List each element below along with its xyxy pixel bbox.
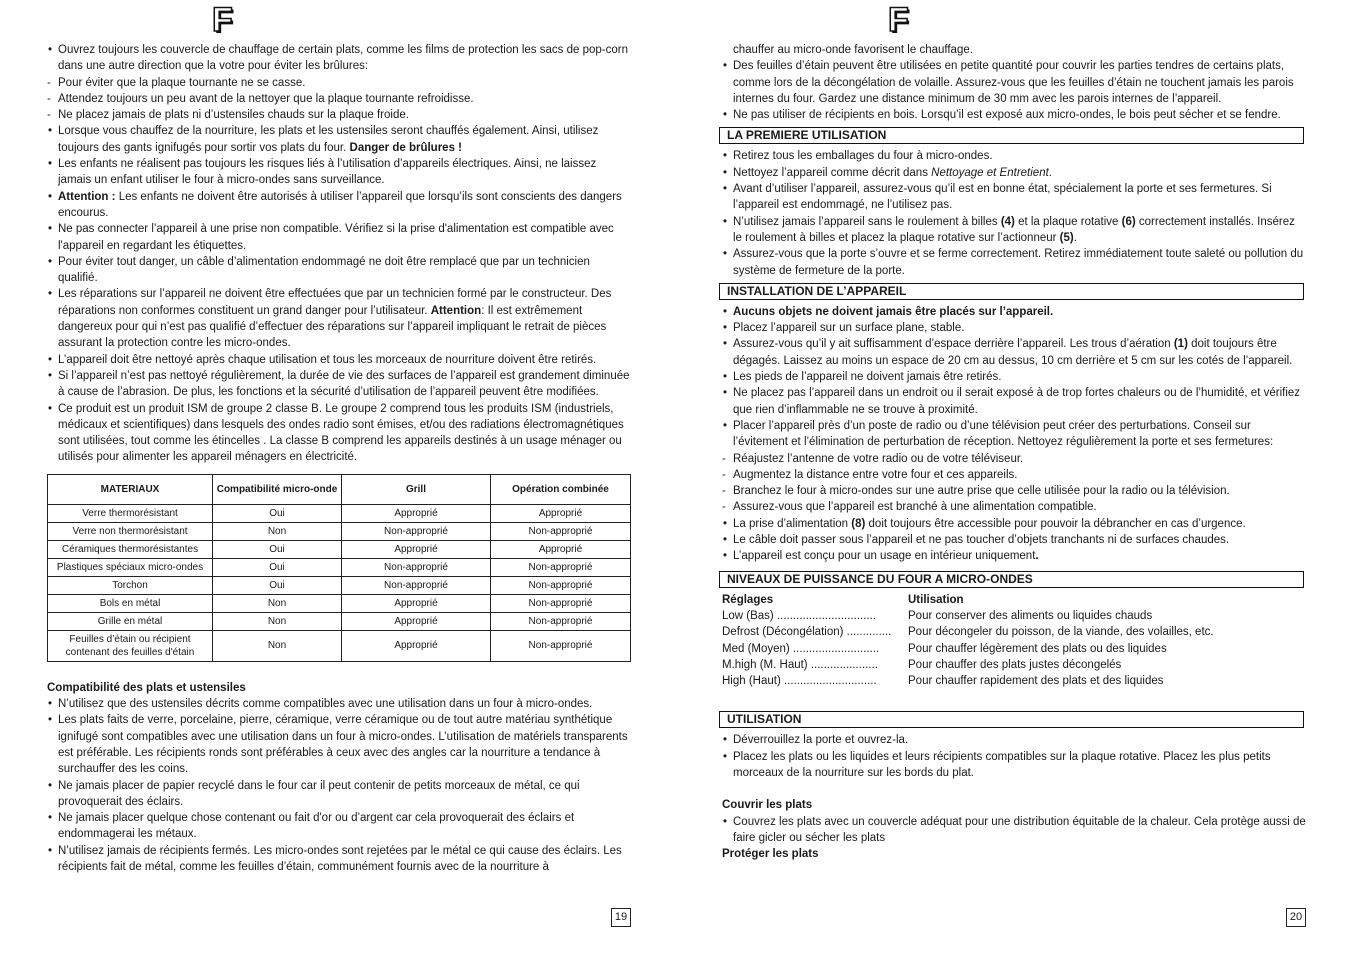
table-cell: Feuilles d’étain ou récipient contenant des feuilles d'étain xyxy=(48,630,213,661)
list-item: • Assurez-vous qu’il y ait suffisamment d’espace derrière l’appareil. Les trous d’aération (1) doit toujours être dégagés. Laissez au moins un espace de 20 cm au dessus, 10 cm derrière et 5 cm sur les cotés de l’appareil. xyxy=(722,336,1306,369)
list-item: • Pour éviter tout danger, un câble d’alimentation endommagé ne doit être remplacé que par un technicien qualifié. xyxy=(47,254,631,287)
table-cell: Approprié xyxy=(491,540,631,558)
table-row xyxy=(48,594,631,612)
list-item: - Ne placez jamais de plats ni d’ustensiles chauds sur la plaque froide. xyxy=(47,107,631,123)
subsection-title: Couvrir les plats xyxy=(722,799,813,812)
list-item: - Attendez toujours un peu avant de la nettoyer que la plaque tournante refroidisse. xyxy=(47,91,631,107)
table-cell: Approprié xyxy=(342,612,491,630)
list-item: • L’appareil doit être nettoyé après chaque utilisation et tous les morceaux de nourriture doivent être retirés. xyxy=(47,352,631,368)
table-cell: Non xyxy=(213,594,342,612)
section-header-power-levels: NIVEAUX DE PUISSANCE DU FOUR A MICRO-ONDES xyxy=(719,571,1304,588)
level-usage: Pour conserver des aliments ou liquides chauds xyxy=(908,609,1153,622)
levels-header xyxy=(722,592,1306,608)
levels-col1: Réglages xyxy=(722,593,774,606)
list-item: • Ouvrez toujours les couvercle de chauffage de certain plats, comme les films de protection les sacs de pop-corn dans une autre direction que la votre pour éviter les brûlures: xyxy=(47,42,631,75)
table-cell: Approprié xyxy=(342,594,491,612)
table-header: Compatibilité micro-onde xyxy=(213,474,342,504)
table-cell: Approprié xyxy=(342,540,491,558)
list-item: • Déverrouillez la porte et ouvrez-la. xyxy=(722,732,1306,748)
table-row xyxy=(48,504,631,522)
level-setting: Defrost (Décongélation) .............. xyxy=(722,626,892,639)
table-cell: Non-approprié xyxy=(342,558,491,576)
table-cell: Torchon xyxy=(48,576,213,594)
list-item: • Avant d’utiliser l’appareil, assurez-vous qu’il est en bonne état, spécialement la porte et ses fermetures. Si l’appareil est endommagé, ne l’utilisez pas. xyxy=(722,181,1306,214)
list-item: • Couvrez les plats avec un couvercle adéquat pour une distribution équitable de la chaleur. Cela protège aussi de faire gicler ou sécher les plats xyxy=(722,814,1306,847)
section-header-usage: UTILISATION xyxy=(719,711,1304,728)
list-item: • N’utilisez que des ustensiles décrits comme compatibles avec une utilisation dans un four à micro-ondes. xyxy=(47,696,631,712)
table-header: MATERIAUX xyxy=(48,474,213,504)
level-setting: Low (Bas) ............................... xyxy=(722,609,877,622)
table-cell: Non-approprié xyxy=(342,522,491,540)
table-cell: Oui xyxy=(213,540,342,558)
list-item: • Les enfants ne réalisent pas toujours les risques liés à l’utilisation d’appareils électriques. Ainsi, ne laissez jamais un enfant utiliser le four à micro-ondes sans surveillance. xyxy=(47,156,631,189)
table-cell: Non-approprié xyxy=(491,558,631,576)
table-cell: Non xyxy=(213,522,342,540)
table-cell: Oui xyxy=(213,504,342,522)
section-title: Compatibilité des plats et ustensiles xyxy=(47,681,246,694)
list-item: - Branchez le four à micro-ondes sur une autre prise que celle utilisée pour la radio ou la télévision. xyxy=(722,483,1306,499)
level-setting: M.high (M. Haut) ..................... xyxy=(722,658,878,671)
section-header-first-use: LA PREMIERE UTILISATION xyxy=(719,127,1304,144)
list-item: • N’utilisez jamais de récipients fermés. Les micro-ondes sont rejetées par le métal ce qui cause des éclairs. Les récipients fait de métal, comme les feuilles d’étain, communément fournis avec de la nourriture à xyxy=(47,843,631,876)
list-item: • Les réparations sur l’appareil ne doivent être effectuées que par un technicien formé par le constructeur. Des réparations non conformes constituent un grand danger pour l’utilisateur. Attention: Il est extrêmement dangereux pour qui n’est pas qualifié d’effectuer des réparations sur l’appareil impliquant le retrait de pièces assurant la protection contre les micro-ondes. xyxy=(47,286,631,351)
table-cell: Non-approprié xyxy=(491,522,631,540)
list-item: • Placez l’appareil sur un surface plane, stable. xyxy=(722,320,1306,336)
subsection-title: Protéger les plats xyxy=(722,848,819,861)
table-cell: Bols en métal xyxy=(48,594,213,612)
table-header: Grill xyxy=(342,474,491,504)
list-item: • Ne jamais placer quelque chose contenant ou fait d'or ou d’argent car cela provoquerait des éclairs et endommagerai les métaux. xyxy=(47,810,631,843)
list-item: • Les pieds de l’appareil ne doivent jamais être retirés. xyxy=(722,369,1306,385)
table-cell: Non-approprié xyxy=(342,576,491,594)
list-item: • Des feuilles d’étain peuvent être utilisées en petite quantité pour couvrir les parties tendres de certains plats, comme lors de la décongélation de volaille. Assurez-vous que les feuilles d’étain ne touchent jamais les parois internes du four. Gardez une distance minimum de 30 mm avec les parois internes de l’appareil. xyxy=(722,58,1306,107)
table-cell: Verre thermorésistant xyxy=(48,504,213,522)
list-item: • Attention : Les enfants ne doivent être autorisés à utiliser l’appareil que lorsqu’ils sont conscients des dangers encourus. xyxy=(47,189,631,222)
level-usage: Pour chauffer rapidement des plats et des liquides xyxy=(908,675,1164,688)
list-item: • Retirez tous les emballages du four à micro-ondes. xyxy=(722,148,1306,164)
levels-col2: Utilisation xyxy=(908,593,964,606)
list-item: • Nettoyez l’appareil comme décrit dans Nettoyage et Entretient. xyxy=(722,165,1306,181)
list-item: • Le câble doit passer sous l’appareil et ne pas toucher d’objets tranchants ni de surfaces chaudes. xyxy=(722,532,1306,548)
list-item: - Réajustez l’antenne de votre radio ou de votre téléviseur. xyxy=(722,451,1306,467)
language-letter: F xyxy=(888,1,909,39)
list-item: • Placez les plats ou les liquides et leurs récipients compatibles sur la plaque rotative. Placez les plus petits morceaux de la nourriture sur les bords du plat. xyxy=(722,749,1306,782)
table-row xyxy=(48,576,631,594)
list-item: • La prise d’alimentation (8) doit toujours être accessible pour pouvoir la débrancher en cas d’urgence. xyxy=(722,516,1306,532)
list-item: • Ne placez pas l’appareil dans un endroit ou il serait exposé à de trop fortes chaleurs ou de l’humidité, et vérifiez que rien d’inflammable ne se trouve à proximité. xyxy=(722,385,1306,418)
table-row xyxy=(48,522,631,540)
list-item: • Ne pas utiliser de récipients en bois. Lorsqu’il est exposé aux micro-ondes, le bois peut sécher et se fendre. xyxy=(722,107,1306,123)
table-row xyxy=(48,540,631,558)
continued-text: chauffer au micro-onde favorisent le chauffage. xyxy=(733,44,973,56)
table-cell: Céramiques thermorésistantes xyxy=(48,540,213,558)
level-usage: Pour chauffer légèrement des plats ou des liquides xyxy=(908,642,1167,655)
table-row xyxy=(722,624,1306,640)
list-item: • Ne pas connecter l’appareil à une prise non compatible. Vérifiez si la prise d'alimentation est compatible avec l'appareil en regardant les étiquettes. xyxy=(47,221,631,254)
table-row xyxy=(48,630,631,661)
list-item: - Pour éviter que la plaque tournante ne se casse. xyxy=(47,75,631,91)
table-cell: Non-approprié xyxy=(491,576,631,594)
table-row xyxy=(722,673,1306,689)
level-usage: Pour décongeler du poisson, de la viande, des volailles, etc. xyxy=(908,626,1214,639)
table-cell: Plastiques spéciaux micro-ondes xyxy=(48,558,213,576)
page-left xyxy=(0,0,675,954)
list-item: • Placer l’appareil près d’un poste de radio ou d’une télévision peut créer des perturbations. Conseil sur l’évitement et l’élimination de perturbation de réception. Nettoyez régulièrement la porte et ses fermetures: xyxy=(722,418,1306,451)
table-cell: Non xyxy=(213,612,342,630)
table-cell: Non xyxy=(213,630,342,661)
list-item: • Ne jamais placer de papier recyclé dans le four car il peut contenir de petits morceaux de métal, ce qui provoquerait des éclairs. xyxy=(47,778,631,811)
list-item: • Si l’appareil n’est pas nettoyé régulièrement, la durée de vie des surfaces de l’appareil est grandement diminuée à cause de l’abrasion. De plus, les fonctions et la sécurité d’utilisation de l’appareil peuvent être modifiées. xyxy=(47,368,631,401)
table-cell: Non-approprié xyxy=(491,594,631,612)
table-header-row xyxy=(48,474,631,504)
table-header: Opération combinée xyxy=(491,474,631,504)
table-cell: Oui xyxy=(213,576,342,594)
language-letter: F xyxy=(212,1,233,39)
table-row xyxy=(722,641,1306,657)
list-item: • L’appareil est conçu pour un usage en intérieur uniquement. xyxy=(722,548,1306,564)
table-cell: Verre non thermorésistant xyxy=(48,522,213,540)
list-item: - Assurez-vous que l’appareil est branché à une alimentation compatible. xyxy=(722,499,1306,515)
table-row xyxy=(722,657,1306,673)
level-usage: Pour chauffer des plats justes décongelés xyxy=(908,658,1122,671)
page-number: 20 xyxy=(1286,908,1306,927)
table-cell: Approprié xyxy=(342,630,491,661)
table-row xyxy=(722,608,1306,624)
list-item: • Aucuns objets ne doivent jamais être placés sur l’appareil. xyxy=(722,304,1306,320)
table-row xyxy=(48,558,631,576)
list-item: • Les plats faits de verre, porcelaine, pierre, céramique, verre céramique ou de tout autre matériau synthétique ignifugé sont compatibles avec une utilisation dans un four à micro-ondes. L’utilisation de matériels transparents est préférable. Les récipients ronds sont préférables à ceux avec des angles car la nourriture a tendance à surchauffer des les coins. xyxy=(47,712,631,777)
table-cell: Oui xyxy=(213,558,342,576)
list-item: - Augmentez la distance entre votre four et ces appareils. xyxy=(722,467,1306,483)
level-setting: Med (Moyen) ........................... xyxy=(722,642,880,655)
table-row xyxy=(48,612,631,630)
level-setting: High (Haut) ............................. xyxy=(722,675,877,688)
section-header-installation: INSTALLATION DE L’APPAREIL xyxy=(719,283,1304,300)
right-column xyxy=(722,42,1306,862)
table-cell: Grille en métal xyxy=(48,612,213,630)
table-cell: Approprié xyxy=(342,504,491,522)
list-item: • N’utilisez jamais l’appareil sans le roulement à billes (4) et la plaque rotative (6) correctement installés. Insérez le roulement à billes et placez la plaque rotative sur l’actionneur (5). xyxy=(722,214,1306,247)
materials-table xyxy=(47,474,631,662)
table-cell: Non-approprié xyxy=(491,630,631,661)
table-cell: Approprié xyxy=(491,504,631,522)
page-number: 19 xyxy=(611,908,631,927)
page-right xyxy=(676,0,1351,954)
list-item: • Lorsque vous chauffez de la nourriture, les plats et les ustensiles seront chauffés également. Ainsi, utilisez toujours des gants ignifugés pour sortir vos plats du four. Danger de brûlures ! xyxy=(47,123,631,156)
table-cell: Non-approprié xyxy=(491,612,631,630)
list-item: • Assurez-vous que la porte s’ouvre et se ferme correctement. Retirez immédiatement toute saleté ou pollution du système de fermeture de la porte. xyxy=(722,246,1306,279)
left-column xyxy=(47,42,631,875)
list-item: • Ce produit est un produit ISM de groupe 2 classe B. Le groupe 2 comprend tous les produits ISM (industriels, médicaux et scientifiques) dans lesquels des ondes radio sont émises, et/ou des radiations électromagnétiques sont utilisées, tout comme les étincelles . La classe B comprend les appareils destinés à un usage ménager ou utilisés pour alimenter les appareil ménagers en électricité. xyxy=(47,401,631,466)
